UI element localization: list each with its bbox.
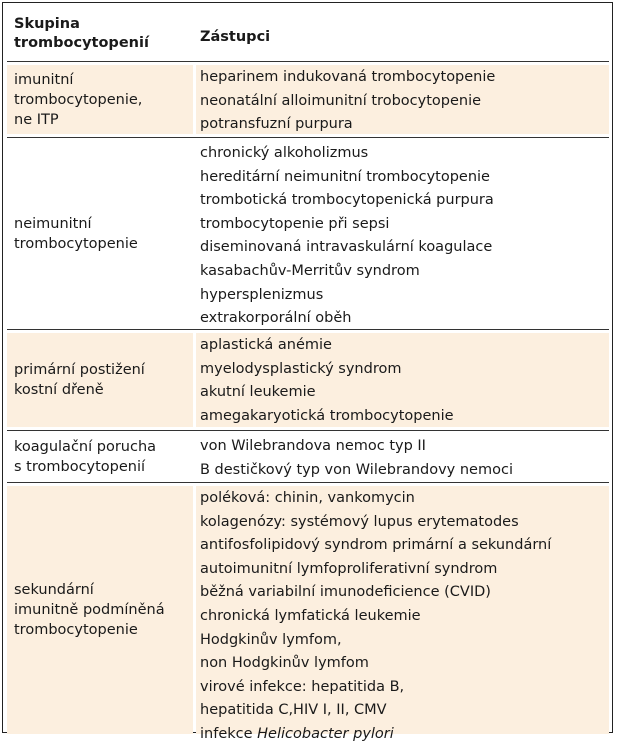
list-item: akutní leukemie	[200, 384, 316, 401]
table-row	[7, 137, 609, 329]
list-item: extrakorporální oběh	[200, 310, 352, 327]
items-cell	[196, 434, 609, 479]
list-item: hypersplenizmus	[200, 286, 324, 303]
table-row	[7, 430, 609, 482]
thrombocytopenia-table	[7, 3, 609, 742]
group-cell	[7, 333, 193, 427]
group-label-line: ne ITP	[14, 111, 59, 128]
header-representatives-column: Zástupci	[200, 29, 271, 45]
list-item: myelodysplastický syndrom	[200, 360, 402, 377]
group-cell	[7, 486, 193, 734]
list-item: běžná variabilní imunodeficience (CVID)	[200, 584, 491, 601]
list-item: Hodgkinův lymfom,	[200, 631, 342, 648]
items-cell	[196, 333, 609, 427]
list-item: kolagenózy: systémový lupus erytematodes	[200, 513, 519, 530]
table-row	[7, 61, 609, 137]
list-item: chronická lymfatická leukemie	[200, 607, 421, 624]
items-cell	[196, 486, 609, 742]
list-item: aplastická anémie	[200, 337, 332, 353]
list-item: heparinem indukovaná trombocytopenie	[200, 69, 496, 85]
group-label-line: sekundární	[14, 582, 94, 598]
header-group-line1: Skupina	[14, 16, 80, 32]
list-item: diseminovaná intravaskulární koagulace	[200, 239, 493, 256]
group-cell	[7, 141, 193, 326]
list-item: potransfuzní purpura	[200, 116, 353, 133]
items-cell	[196, 65, 609, 134]
list-item: kasabachův-Merritův syndrom	[200, 262, 420, 279]
list-item-text: infekce	[200, 725, 253, 742]
group-label-line: trombocytopenie,	[14, 91, 143, 108]
list-item: trombocytopenie při sepsi	[200, 215, 390, 232]
list-item	[196, 723, 609, 747]
group-label-line: s trombocytopenií	[14, 458, 146, 475]
group-label-line: imunitní	[14, 71, 74, 88]
header-group-line2: trombocytopenií	[14, 35, 149, 51]
table-frame	[2, 2, 613, 742]
group-label-line: primární postižení	[14, 362, 145, 378]
group-label-line: kostní dřeně	[14, 382, 104, 398]
table-header	[7, 3, 609, 61]
table-row	[7, 482, 609, 742]
group-label-line: koagulační porucha	[14, 438, 157, 455]
table-row	[7, 329, 609, 430]
list-item: antifosfolipidový syndrom primární a sekundární	[200, 537, 552, 554]
group-cell	[7, 434, 193, 479]
list-item: amegakaryotická trombocytopenie	[200, 407, 454, 424]
group-cell	[7, 65, 193, 134]
list-item: trombotická trombocytopenická purpura	[200, 192, 494, 209]
list-item: hereditární neimunitní trombocytopenie	[200, 168, 490, 185]
list-item: virové infekce: hepatitida B,	[200, 678, 405, 695]
list-item: chronický alkoholizmus	[200, 145, 369, 161]
group-label-line: trombocytopenie	[14, 235, 138, 252]
group-label-line: trombocytopenie	[14, 622, 138, 638]
list-item: autoimunitní lymfoproliferativní syndrom	[200, 560, 498, 577]
list-item: non Hodgkinův lymfom	[200, 655, 369, 672]
list-item: von Wilebrandova nemoc typ II	[200, 438, 426, 454]
italic-organism-name: Helicobacter pylori	[257, 725, 394, 742]
header-group-column	[14, 15, 184, 53]
list-item: B destičkový typ von Wilebrandovy nemoci	[200, 461, 513, 478]
list-item: poléková: chinin, vankomycin	[200, 490, 415, 506]
list-item: hepatitida C,HIV I, II, CMV	[200, 702, 387, 719]
group-label-line: neimunitní	[14, 215, 92, 232]
list-item: neonatální alloimunitní trobocytopenie	[200, 92, 482, 109]
items-cell	[196, 141, 609, 326]
group-label-line: imunitně podmíněná	[14, 602, 165, 618]
